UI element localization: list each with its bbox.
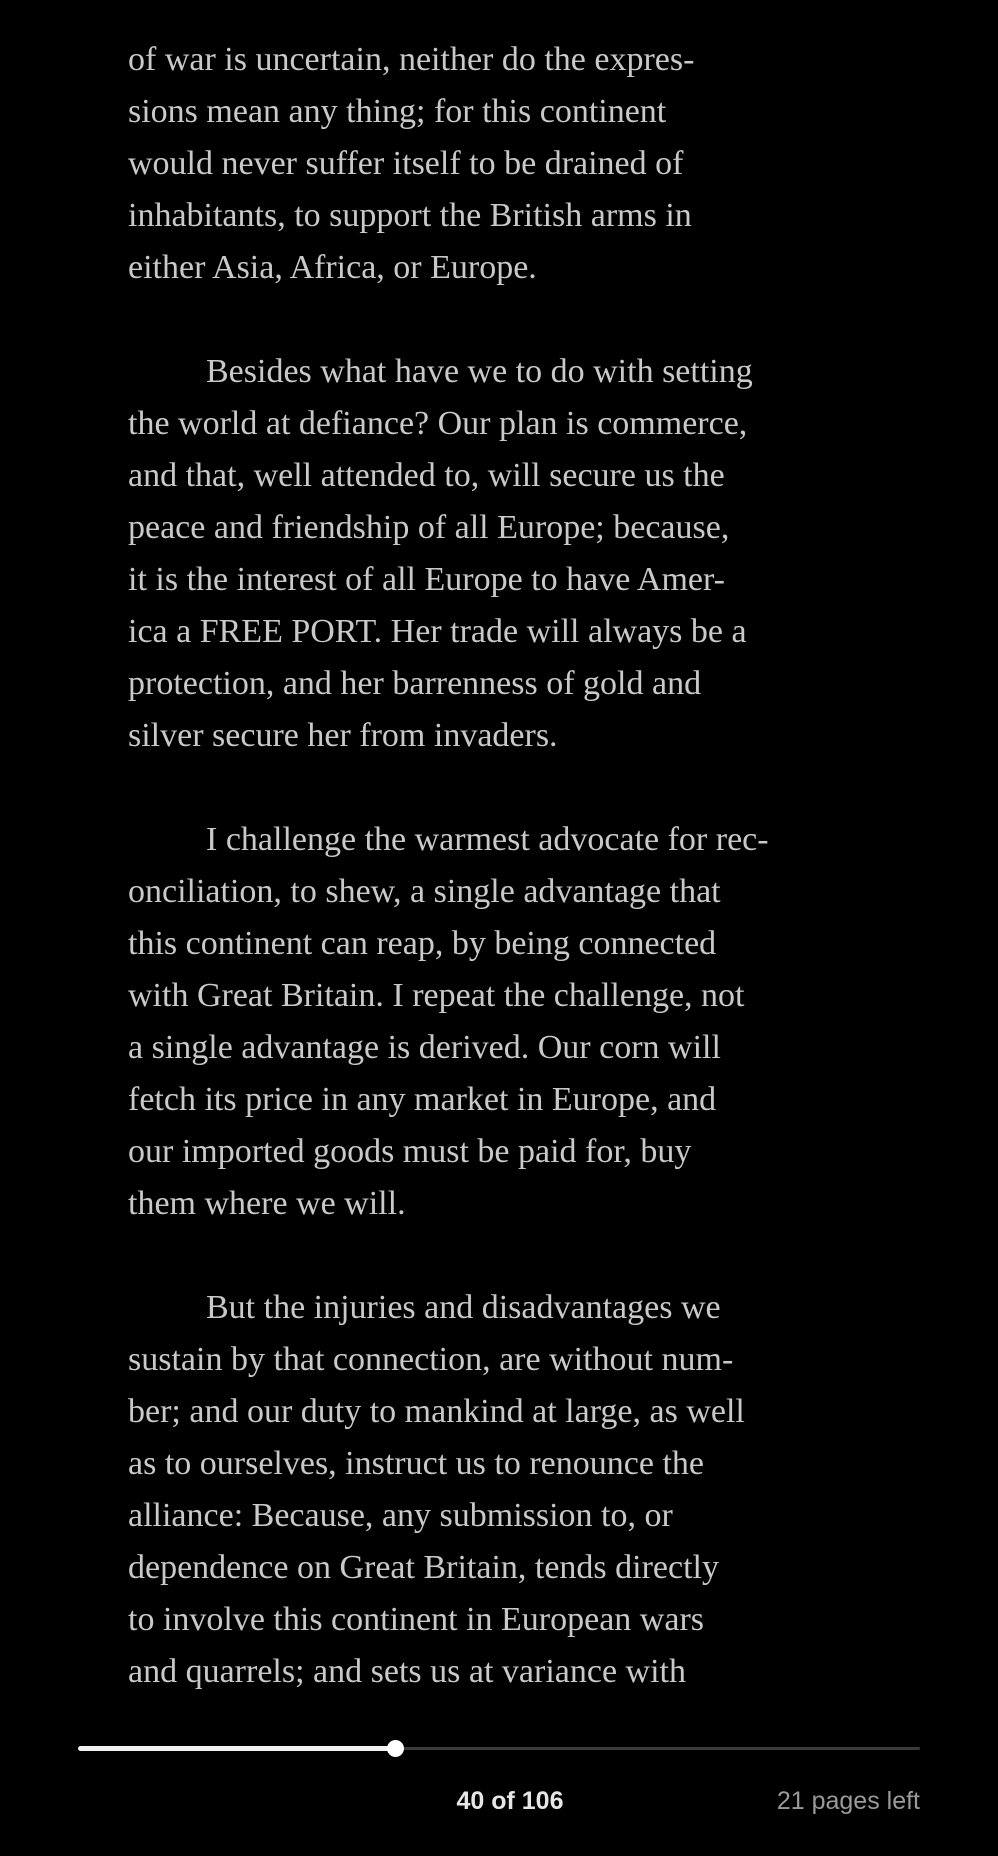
text-line: Besides what have we to do with setting (206, 353, 753, 390)
text-line: either Asia, Africa, or Europe. (128, 249, 537, 286)
text-line: the world at defiance? Our plan is commerce, (128, 405, 748, 442)
text-line: as to ourselves, instruct us to renounce the (128, 1445, 704, 1482)
book-text (128, 34, 928, 1698)
paragraph (128, 346, 928, 762)
text-line: peace and friendship of all Europe; because, (128, 509, 730, 546)
text-line: ber; and our duty to mankind at large, as well (128, 1393, 745, 1430)
paragraph (128, 1282, 928, 1698)
text-line: I challenge the warmest advocate for rec- (206, 821, 769, 858)
paragraph (128, 814, 928, 1230)
text-line: dependence on Great Britain, tends directly (128, 1549, 719, 1586)
reading-progress-slider[interactable] (78, 1740, 920, 1770)
paragraph (128, 34, 928, 294)
text-line: fetch its price in any market in Europe, and (128, 1081, 717, 1118)
text-line: and that, well attended to, will secure us the (128, 457, 725, 494)
text-line: them where we will. (128, 1185, 406, 1222)
text-line: would never suffer itself to be drained of (128, 145, 684, 182)
text-line: it is the interest of all Europe to have Amer- (128, 561, 725, 598)
text-line: silver secure her from invaders. (128, 717, 558, 754)
text-line: But the injuries and disadvantages we (206, 1289, 721, 1326)
progress-thumb[interactable] (387, 1740, 404, 1757)
text-line: our imported goods must be paid for, buy (128, 1133, 692, 1170)
text-line: a single advantage is derived. Our corn will (128, 1029, 721, 1066)
text-line: inhabitants, to support the British arms in (128, 197, 692, 234)
page-status: 40 of 106 (456, 1787, 564, 1815)
text-line: onciliation, to shew, a single advantage that (128, 873, 721, 910)
progress-fill (78, 1746, 395, 1751)
text-line: with Great Britain. I repeat the challenge, not (128, 977, 745, 1014)
text-line: of war is uncertain, neither do the expres- (128, 41, 695, 78)
text-line: ica a FREE PORT. Her trade will always be a (128, 613, 747, 650)
text-line: alliance: Because, any submission to, or (128, 1497, 673, 1534)
text-line: to involve this continent in European wars (128, 1601, 704, 1638)
pages-left-label: 21 pages left (776, 1787, 920, 1815)
text-line: sustain by that connection, are without num- (128, 1341, 734, 1378)
text-line: this continent can reap, by being connected (128, 925, 717, 962)
text-line: sions mean any thing; for this continent (128, 93, 667, 130)
text-line: and quarrels; and sets us at variance with (128, 1653, 686, 1690)
text-line: protection, and her barrenness of gold and (128, 665, 702, 702)
